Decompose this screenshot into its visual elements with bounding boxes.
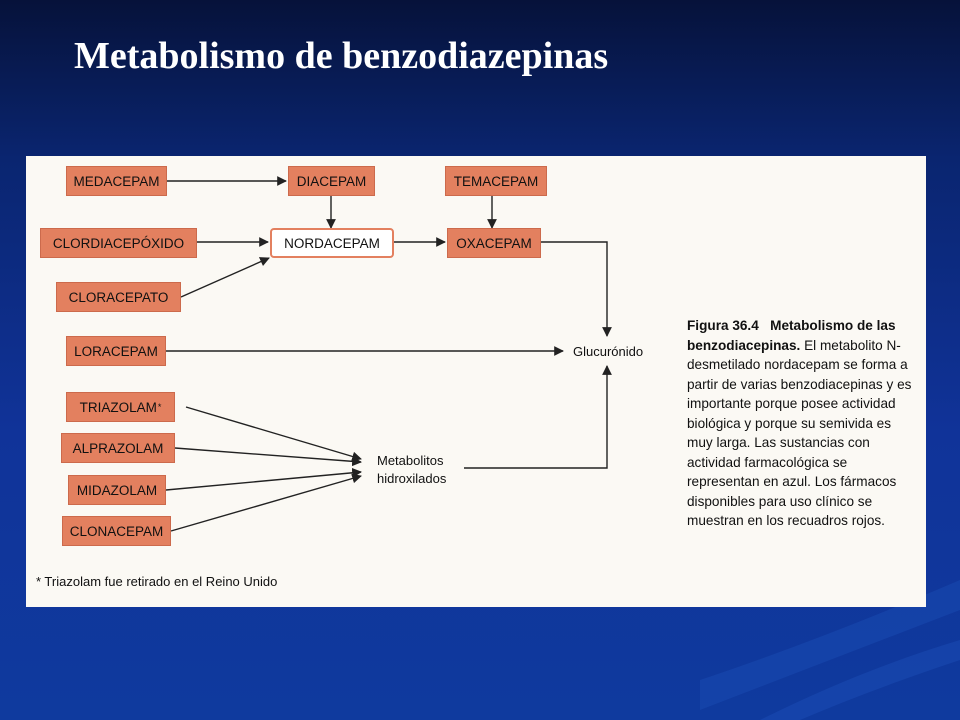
drug-box-midazolam: MIDAZOLAM — [68, 475, 166, 505]
caption-title: Metabolismo de las benzodiacepinas. — [687, 318, 896, 353]
drug-box-temacepam: TEMACEPAM — [445, 166, 547, 196]
footnote-mark: * — [157, 402, 162, 412]
drug-box-oxacepam: OXACEPAM — [447, 228, 541, 258]
arrow-midazolam-metabolitos — [166, 472, 361, 490]
arrow-cloracepato-nordacepam — [181, 258, 269, 297]
drug-box-medacepam: MEDACEPAM — [66, 166, 167, 196]
drug-box-clonacepam: CLONACEPAM — [62, 516, 171, 546]
drug-box-triazolam — [66, 392, 175, 422]
drug-box-loracepam: LORACEPAM — [66, 336, 166, 366]
node-metabolitos-line2: hidroxilados — [377, 471, 447, 486]
node-glucuronido: Glucurónido — [573, 344, 644, 359]
drug-box-alprazolam: ALPRAZOLAM — [61, 433, 175, 463]
arrow-metabolitos-glucuronido — [464, 366, 607, 468]
drug-box-cloracepato: CLORACEPATO — [56, 282, 181, 312]
caption-figure-label: Figura 36.4 — [687, 318, 759, 333]
arrow-clonacepam-metabolitos — [171, 476, 361, 531]
metabolite-box-nordacepam: NORDACEPAM — [270, 228, 394, 258]
arrow-oxacepam-glucuronido — [541, 242, 607, 336]
figure-caption — [687, 316, 919, 531]
node-metabolitos-line1: Metabolitos — [377, 453, 444, 468]
metabolism-figure — [26, 156, 926, 607]
caption-text: El metabolito N-desmetilado nordacepam se forma a partir de varias benzodiacepinas y es importante porque posee actividad biológica y porque su semivida es muy larga. Las sustancias con actividad farmacológica se representan en azul. Los fármacos disponibles para uso clínico se muestran en los recuadros rojos. — [687, 337, 912, 528]
footnote: * Triazolam fue retirado en el Reino Unido — [36, 574, 278, 589]
drug-label-triazolam: TRIAZOLAM — [79, 399, 157, 415]
drug-box-diacepam: DIACEPAM — [288, 166, 375, 196]
slide-title: Metabolismo de benzodiazepinas — [74, 35, 609, 77]
drug-box-clordiacepoxido: CLORDIACEPÓXIDO — [40, 228, 197, 258]
